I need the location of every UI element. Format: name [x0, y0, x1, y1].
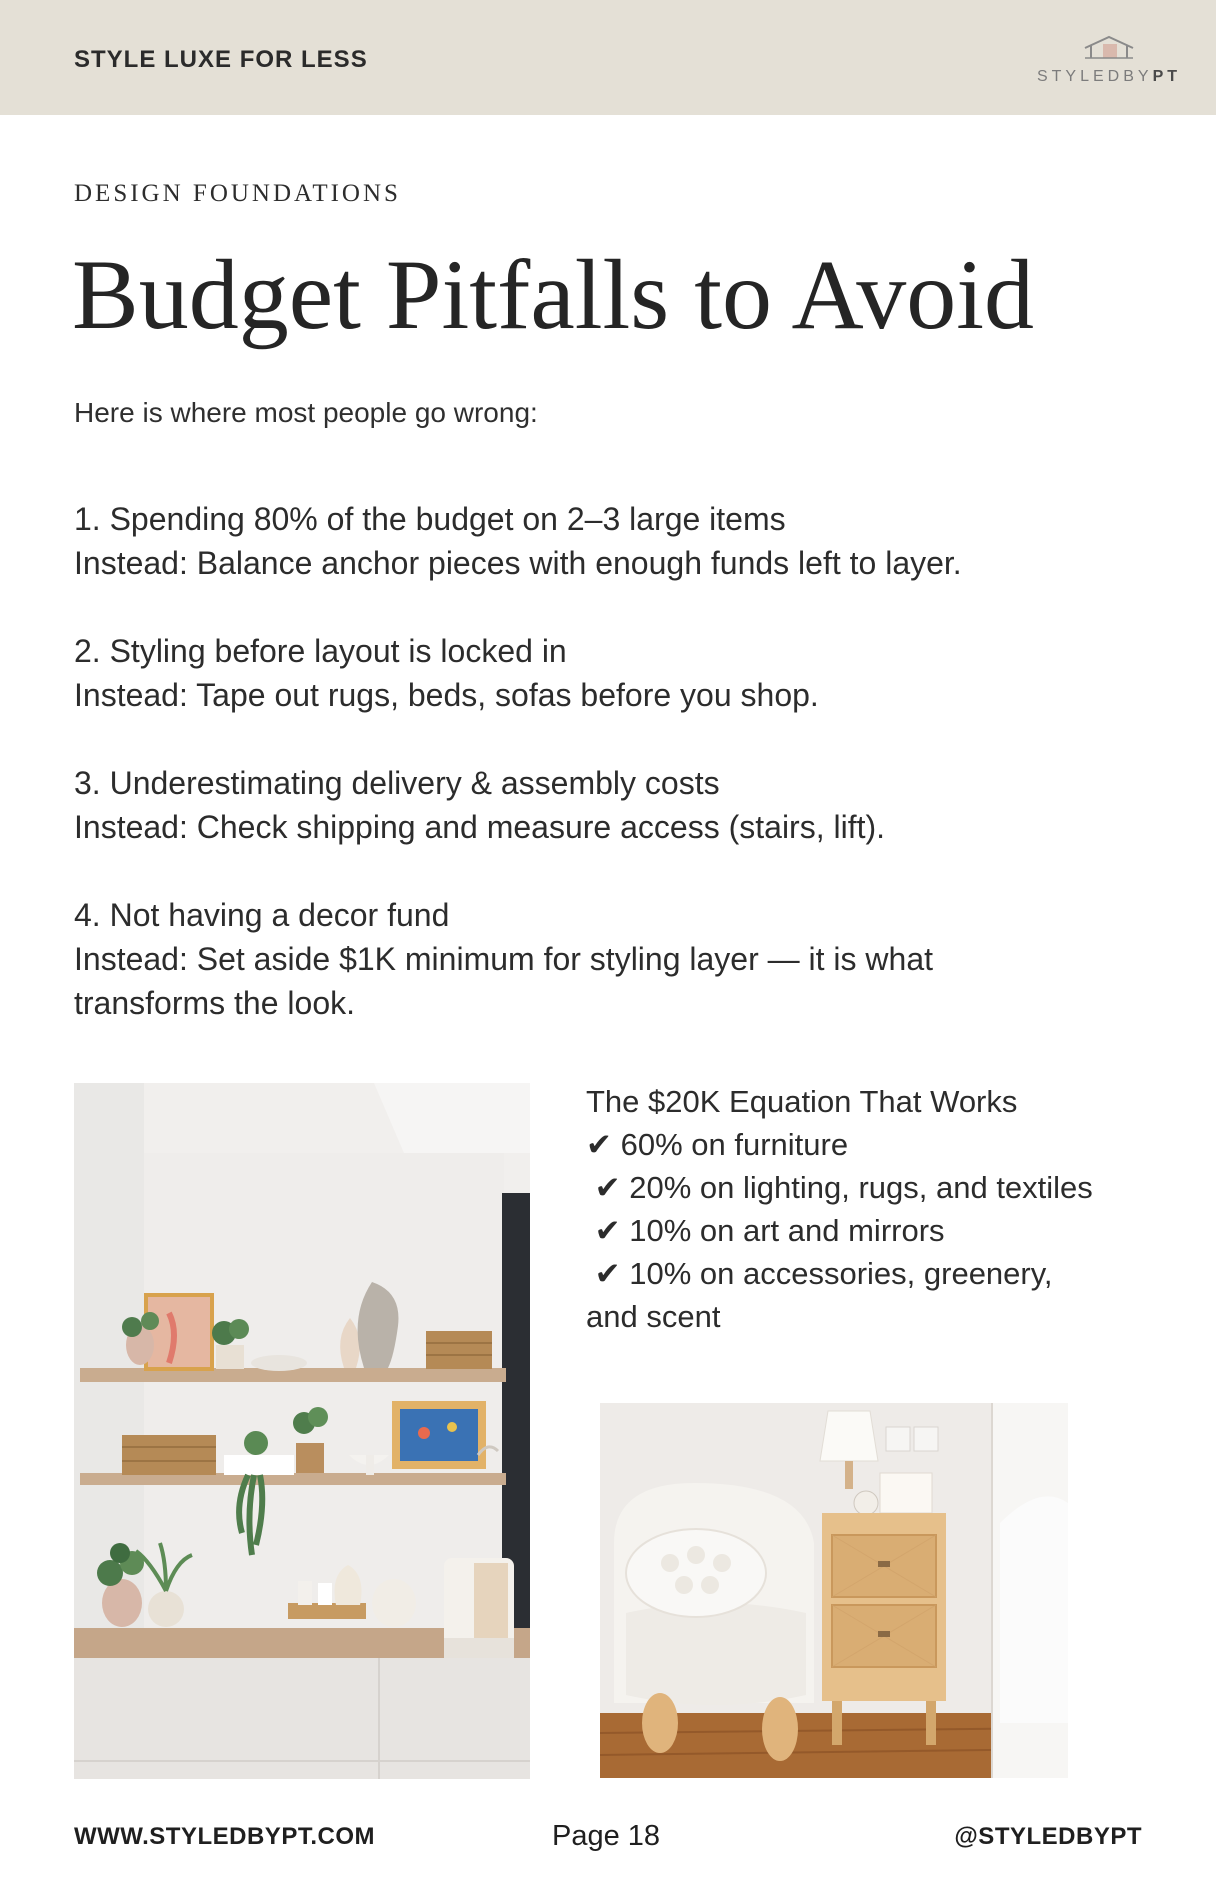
check-icon: ✔: [586, 1127, 612, 1162]
pitfall-item: [74, 761, 1134, 849]
pitfall-instead: Instead: Check shipping and measure access (stairs, lift).: [74, 809, 886, 845]
equation-item: ✔ 20% on lighting, rugs, and textiles: [594, 1170, 1093, 1205]
house-logo-icon: [1081, 34, 1137, 60]
pitfall-item: [74, 497, 1134, 585]
header-title: STYLE LUXE FOR LESS: [74, 46, 368, 73]
pitfall-heading: 1. Spending 80% of the budget on 2–3 large items: [74, 501, 786, 537]
brand-wordmark: STYLEDBYPT: [1036, 68, 1182, 85]
footer-website: WWW.STYLEDBYPT.COM: [74, 1823, 375, 1850]
pitfall-instead: Instead: Tape out rugs, beds, sofas before you shop.: [74, 677, 819, 713]
footer-handle: @STYLEDBYPT: [954, 1823, 1142, 1850]
pitfalls-list: [74, 497, 1134, 1069]
header-band: [0, 0, 1216, 115]
equation-item: ✔ 10% on art and mirrors: [594, 1213, 945, 1248]
footer-page-number: Page 18: [552, 1820, 661, 1852]
pitfall-item: [74, 893, 974, 1025]
pitfall-instead: Instead: Set aside $1K minimum for styling layer — it is what transforms the look.: [74, 941, 934, 1021]
check-icon: ✔: [594, 1213, 621, 1248]
equation-item: ✔ 10% on accessories, greenery, and scent: [586, 1256, 1053, 1334]
pitfall-heading: 4. Not having a decor fund: [74, 897, 450, 933]
intro-text: Here is where most people go wrong:: [74, 397, 538, 428]
section-eyebrow: DESIGN FOUNDATIONS: [74, 180, 401, 207]
pitfall-instead: Instead: Balance anchor pieces with enough funds left to layer.: [74, 545, 962, 581]
chair-photo: [600, 1403, 1068, 1778]
check-icon: ✔: [594, 1170, 621, 1205]
pitfall-heading: 2. Styling before layout is locked in: [74, 633, 567, 669]
pitfall-item: [74, 629, 1134, 717]
equation-item: ✔ 60% on furniture: [586, 1127, 849, 1162]
equation-block: [586, 1080, 1106, 1338]
pitfall-heading: 3. Underestimating delivery & assembly costs: [74, 765, 720, 801]
brand-logo: [1024, 34, 1194, 90]
check-icon: ✔: [594, 1256, 621, 1291]
shelving-photo: [74, 1083, 530, 1779]
page-title: Budget Pitfalls to Avoid: [72, 239, 1035, 350]
equation-title: The $20K Equation That Works: [586, 1084, 1018, 1119]
